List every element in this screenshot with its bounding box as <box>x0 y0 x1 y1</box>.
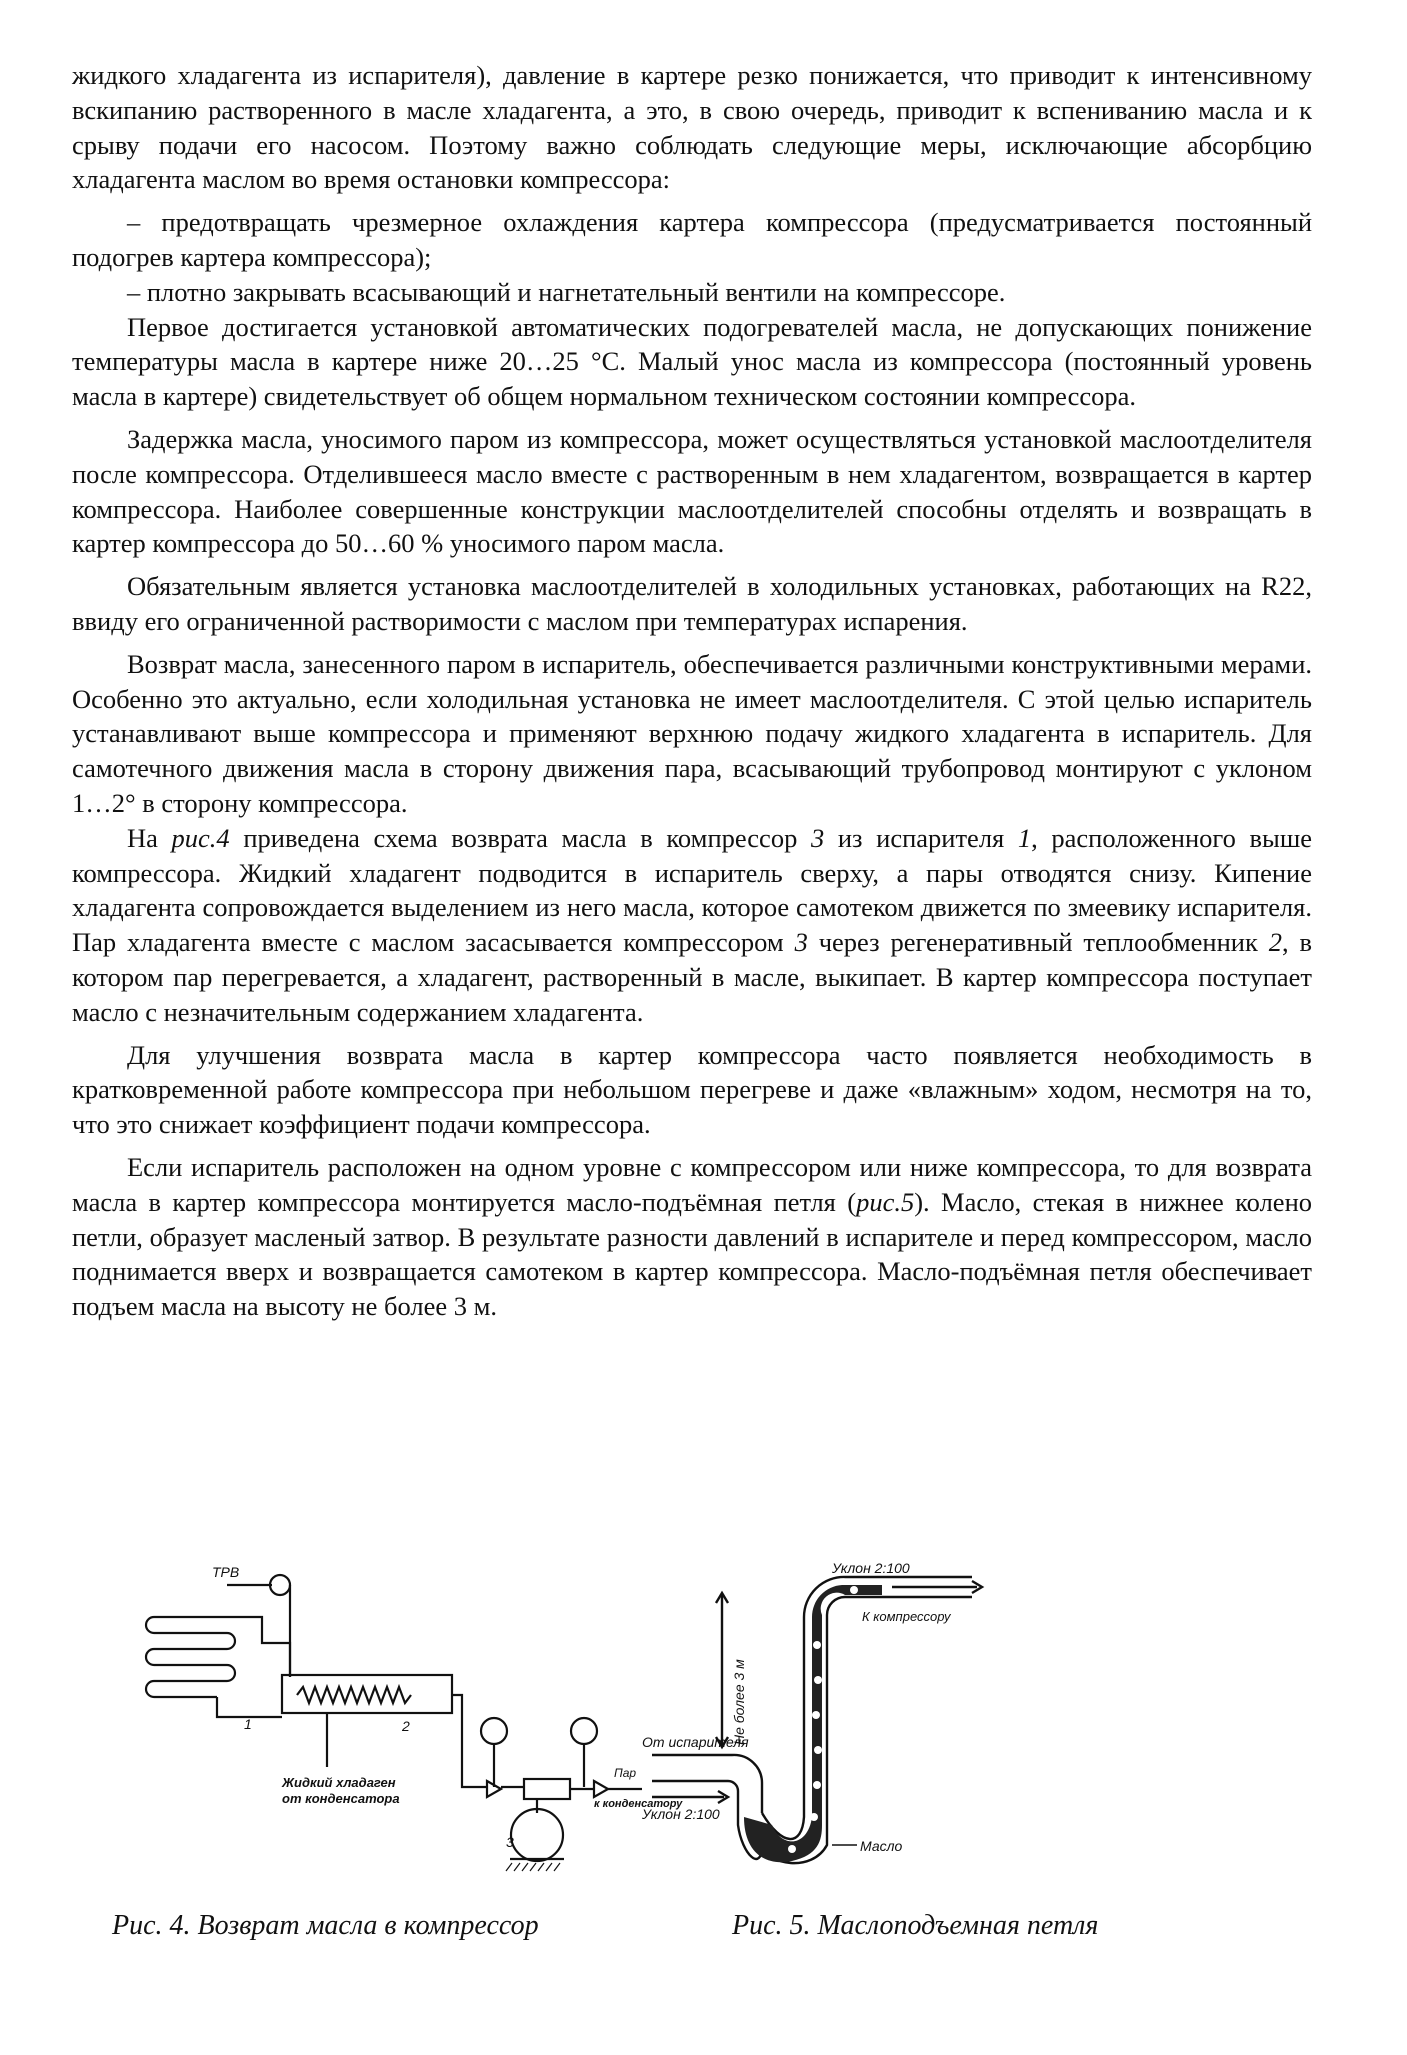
paragraph-3: – плотно закрывать всасывающий и нагнетательный вентили на компрессоре. <box>127 276 1006 307</box>
text-run: На <box>127 822 172 853</box>
item-number: 1 <box>1017 822 1032 853</box>
label-from-evaporator: От испарителя <box>642 1734 749 1750</box>
figure-reference: рис.5 <box>856 1186 915 1217</box>
label-to-condenser: к конденсатору <box>594 1798 683 1810</box>
label-max-height: Не более 3 м <box>731 1659 747 1745</box>
text-run: из испарителя <box>824 822 1018 853</box>
paragraph-7: Возврат масла, занесенного паром в испаритель, обеспечивается различными конструктивными мерами. Особенно это актуально, если холодильная установка не имеет маслоотделителя. С этой целью испаритель устанавливают выше компрессора и применяют верхнюю подачу жидкого хладагента в испаритель. Для самотечного движения масла в сторону движения пара, всасывающий трубопровод монтируют с уклоном 1…2° в сторону компрессора. <box>72 648 1312 818</box>
paragraph-8 <box>72 821 1312 1030</box>
label-to-compressor: К компрессору <box>862 1609 951 1624</box>
text-run: , расположенного выше компрессора. Жидкий хладагент подводится в испаритель сверху, а пары отводятся снизу. Кипение хладагента сопровождается выделением из него масла, которое самотеком движется по змеевику испарителя. Пар хладагента вместе с маслом засасывается компрессором <box>72 822 1312 958</box>
figures-area <box>72 1555 1312 1985</box>
paragraph-5: Задержка масла, уносимого паром из компрессора, может осуществляться установкой маслоотделителя после компрессора. Отделившееся масло вместе с растворенным в нем хладагентом, возвращается в картер компрессора. Наиболее совершенные конструкции маслоотделителей способны отделять и возвращать в картер компрессора до 50…60 % уносимого паром масла. <box>72 423 1312 559</box>
figure-reference: рис.4 <box>171 822 230 853</box>
text-run: приведена схема возврата масла в компрессор <box>229 822 811 853</box>
label-heat-exchanger-number: 2 <box>402 1718 410 1734</box>
paragraph-4: Первое достигается установкой автоматических подогревателей масла, не допускающих понижение температуры масла в картере ниже 20…25 °С. Малый унос масла из компрессора (постоянный уровень масла в картере) свидетельствует об общем нормальном техническом состоянии компрессора. <box>72 311 1312 412</box>
text-run: через регенеративный теплообменник <box>807 927 1269 958</box>
label-compressor-number: 3 <box>506 1834 514 1850</box>
text-run: ). Масло, стекая в нижнее колено петли, образует масленый затвор. В результате разности давлений в испарителе и перед компрессором, масло поднимается вверх и возвращается самотеком в картер компрессора. Масло-подъёмная петля обеспечивает подъем масла на высоту не более 3 м. <box>72 1186 1313 1322</box>
paragraph-6: Обязательным является установка маслоотделителей в холодильных установках, работающих на R22, ввиду его ограниченной растворимости с маслом при температурах испарения. <box>72 571 1312 636</box>
label-from-condenser: от конденсатора <box>282 1791 400 1806</box>
label-trv: ТРВ <box>212 1564 240 1580</box>
paragraph-9: Для улучшения возврата масла в картер компрессора часто появляется необходимость в кратковременной работе компрессора при небольшом перегреве и даже «влажным» ходом, несмотря на то, что это снижает коэффициент подачи компрессора. <box>72 1039 1312 1140</box>
document-page <box>72 58 1312 1324</box>
item-number: 3 <box>810 822 825 853</box>
figure-4-caption: Рис. 4. Возврат масла в компрессор <box>112 1910 539 1941</box>
text-run: Если испаритель расположен на одном уровне с компрессором или ниже компрессора, то для возврата масла в картер компрессора монтируется масло-подъёмная петля ( <box>72 1151 1312 1217</box>
figure-5-caption: Рис. 5. Маслоподъемная петля <box>732 1910 1099 1941</box>
label-vapor: Пар <box>614 1766 637 1780</box>
paragraph-2: – предотвращать чрезмерное охлаждения картера компрессора (предусматривается постоянный подогрев картера компрессора); <box>72 207 1312 272</box>
text-run: , в котором пар перегревается, а хладагент, растворенный в масле, выкипает. В картер компрессора поступает масло с незначительным содержанием хладагента. <box>72 927 1312 1027</box>
label-oil: Масло <box>860 1838 903 1854</box>
item-number: 2 <box>1268 927 1282 958</box>
label-slope-top: Уклон 2:100 <box>832 1560 910 1576</box>
figure-5-diagram <box>632 1555 992 1875</box>
paragraph-10 <box>72 1150 1312 1324</box>
item-number: 3 <box>794 927 808 958</box>
paragraph-1: жидкого хладагента из испарителя), давление в картере резко понижается, что приводит к интенсивному вскипанию растворенного в масле хладагента, а это, в свою очередь, приводит к вспениванию масла и к срыву подачи его насосом. Поэтому важно соблюдать следующие меры, исключающие абсорбцию хладагента маслом во время остановки компрессора: <box>72 60 1312 195</box>
label-slope-bottom: Уклон 2:100 <box>642 1806 720 1822</box>
label-evaporator-number: 1 <box>244 1716 252 1732</box>
label-liquid-refrigerant: Жидкий хладаген <box>282 1775 396 1790</box>
